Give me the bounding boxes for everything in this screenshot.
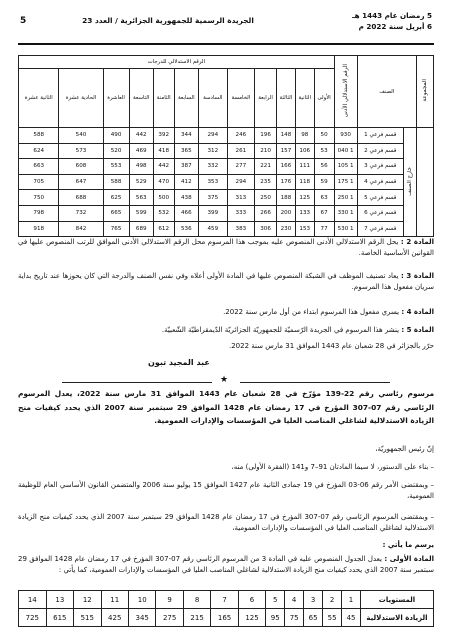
step-cell: 383 [227, 221, 255, 237]
levels-label: المستويات [361, 591, 434, 609]
decree-article-1-label: المادة الأولى : [384, 555, 435, 563]
step-cell: 412 [174, 174, 199, 190]
level-cell: 5 [266, 591, 285, 609]
increase-cell: 425 [101, 609, 128, 627]
table-row [19, 221, 434, 237]
step-cell: 688 [59, 190, 103, 206]
separator-line-left [62, 382, 212, 383]
level-cell: 13 [46, 591, 73, 609]
grade-group-label: خارج الصنف [407, 166, 413, 196]
article-4-text: يسري مفعول هذا المرسوم ابتداء من أول مارس سنة 2022. [223, 308, 400, 316]
level-cell: 12 [74, 591, 101, 609]
step-cell: 133 [295, 205, 314, 221]
min-index-cell: 1 330 [334, 205, 357, 221]
step-cell: 333 [227, 205, 255, 221]
done-at: حرّر بالجزائر في 28 شعبان عام 1443 الموافق 31 مارس سنة 2022. [228, 342, 434, 350]
increase-label: الزيادة الاستدلالية [361, 609, 434, 627]
step-cell: 612 [153, 221, 174, 237]
step-header: الأولى [314, 69, 334, 128]
step-cell: 210 [255, 143, 277, 159]
step-cell: 375 [199, 190, 227, 206]
step-header: الثانية [295, 69, 314, 128]
step-cell: 490 [103, 128, 129, 144]
subsection-cell: قسم فرعي 1 [357, 128, 403, 144]
step-header: الثالثة [276, 69, 295, 128]
step-cell: 625 [103, 190, 129, 206]
step-header: الرابعة [255, 69, 277, 128]
step-cell: 111 [295, 159, 314, 175]
step-cell: 599 [129, 205, 153, 221]
subsection-cell: قسم فرعي 6 [357, 205, 403, 221]
step-cell: 153 [295, 221, 314, 237]
step-cell: 230 [276, 221, 295, 237]
increase-cell: 725 [19, 609, 47, 627]
step-cell: 157 [276, 143, 295, 159]
date-hijri: 5 رمضان عام 1443 هـ [352, 11, 432, 20]
increase-cell: 515 [74, 609, 101, 627]
decree-article-1 [18, 554, 434, 577]
step-cell: 196 [255, 128, 277, 144]
increase-cell: 75 [285, 609, 304, 627]
step-cell: 469 [129, 143, 153, 159]
article-4 [18, 307, 434, 318]
table-row [19, 174, 434, 190]
header-date [352, 10, 432, 32]
step-header: الثامنة [153, 69, 174, 128]
step-cell: 235 [255, 174, 277, 190]
decree-preamble-3: – وبمقتضى الأمر رقم 06-03 المؤرخ في 19 جمادى الثانية عام 1427 الموافق 15 يوليو سنة 2006 والمتضمن القانون الأساسي العام للوظيفة العمومية، [18, 481, 434, 501]
step-cell: 750 [19, 190, 59, 206]
decree-preamble-4: – وبمقتضى المرسوم الرئاسي رقم 07-307 المؤرخ في 17 رمضان عام 1428 الموافق 29 سبتمبر سنة 2007 الذي يحدد كيفيات منح الزيادة الاستدلالية لشاغلي المناصب العليا في المؤسسات والإدارات العمومية، [18, 513, 434, 533]
step-cell: 118 [295, 174, 314, 190]
step-cell: 500 [153, 190, 174, 206]
level-cell: 6 [238, 591, 265, 609]
step-header: العاشرة [103, 69, 129, 128]
subsection-cell: قسم فرعي 4 [357, 174, 403, 190]
step-cell: 647 [59, 174, 103, 190]
level-cell: 4 [285, 591, 304, 609]
step-cell: 313 [227, 190, 255, 206]
step-cell: 294 [199, 128, 227, 144]
step-cell: 608 [59, 159, 103, 175]
step-cell: 59 [314, 174, 334, 190]
step-cell: 553 [103, 159, 129, 175]
levels-row [19, 591, 434, 609]
step-cell: 624 [19, 143, 59, 159]
step-cell: 563 [129, 190, 153, 206]
step-cell: 77 [314, 221, 334, 237]
step-cell: 332 [199, 159, 227, 175]
gazette-title: الجريدة الرسمية للجمهورية الجزائرية / العدد 23 [82, 16, 254, 25]
increase-cell: 45 [342, 609, 361, 627]
grade-group-cell [404, 128, 417, 237]
step-header: الخامسة [227, 69, 255, 128]
decree-preamble-2: – بناء على الدستور، لا سيما المادتان 91–7 و141 (الفقرة الأولى) منه، [231, 463, 434, 471]
article-5-text: ينشر هذا المرسوم في الجريدة الرّسميّة للجمهوريّة الجزائريّة الدّيمقراطيّة الشّعبيّة. [161, 326, 400, 334]
min-index-cell: 1 040 [334, 143, 357, 159]
step-cell: 294 [227, 174, 255, 190]
step-cell: 344 [174, 128, 199, 144]
decree-article-1-text: يعدل الجدول المنصوص عليه في المادة 3 من المرسوم الرئاسي رقم 07-307 المؤرخ في 17 رمضان عام 1428 الموافق 29 سبتمبر سنة 2007 الذي يحدد كيفيات منح الزيادة الاستدلالية لشاغلي المناصب العليا في المؤسسات والإدارات العمومية، كما يأتي : [18, 555, 434, 575]
level-cell: 10 [128, 591, 155, 609]
step-cell: 529 [129, 174, 153, 190]
step-cell: 438 [174, 190, 199, 206]
col-steps-title: الرقم الاستدلالي للدرجات [19, 56, 335, 69]
step-header: الحادية عشرة [59, 69, 103, 128]
step-cell: 798 [19, 205, 59, 221]
increase-cell: 615 [46, 609, 73, 627]
step-cell: 470 [153, 174, 174, 190]
step-cell: 365 [174, 143, 199, 159]
step-cell: 588 [19, 128, 59, 144]
increase-cell: 55 [323, 609, 342, 627]
step-cell: 312 [199, 143, 227, 159]
level-cell: 9 [156, 591, 183, 609]
article-3-text: يعاد تصنيف الموظف في الشبكة المنصوص عليها في المادة الأولى أعلاه وفي نفس الصنف والدرجة التي كان يحوزها عند تاريخ بداية سريان مفعول هذا المرسوم. [18, 272, 434, 292]
min-index-cell: 1 175 [334, 174, 357, 190]
step-cell: 418 [153, 143, 174, 159]
step-cell: 665 [103, 205, 129, 221]
min-index-cell: 930 [334, 128, 357, 144]
level-cell: 3 [304, 591, 323, 609]
decree-heading: مرسوم رئاسي رقم 22-139 مؤرّخ في 28 شعبان عام 1443 الموافق 31 مارس سنة 2022، يعدل المرسوم الرئاسي رقم 07-307 المؤرخ في 17 رمضان عام 1428 الموافق 29 سبتمبر سنة 2007 الذي يحدد كيفيات منح الزيادة الاستدلالية لشاغلي المناصب العليا في المؤسسات والإدارات العمومية. [18, 389, 435, 426]
page-number: 5 [20, 16, 27, 26]
step-cell: 106 [295, 143, 314, 159]
level-cell: 11 [101, 591, 128, 609]
increase-cell: 345 [128, 609, 155, 627]
step-cell: 353 [199, 174, 227, 190]
article-3 [18, 271, 434, 294]
increase-cell: 275 [156, 609, 183, 627]
separator-line-right [240, 382, 390, 383]
step-header: الثانية عشرة [19, 69, 59, 128]
increase-cell: 125 [238, 609, 265, 627]
step-cell: 540 [59, 128, 103, 144]
table-row [19, 128, 434, 144]
level-cell: 8 [183, 591, 210, 609]
step-cell: 53 [314, 143, 334, 159]
min-index-cell: 1 105 [334, 159, 357, 175]
salary-grid-table [18, 55, 434, 237]
date-gregorian: 6 أبريل سنة 2022 م [358, 22, 432, 31]
step-cell: 918 [19, 221, 59, 237]
article-5-label: المادة 5 : [401, 326, 434, 334]
level-cell: 1 [342, 591, 361, 609]
decree-enact: يرسم ما يأتي : [382, 541, 434, 549]
level-cell: 7 [211, 591, 238, 609]
level-cell: 14 [19, 591, 47, 609]
step-cell: 442 [153, 159, 174, 175]
step-cell: 98 [295, 128, 314, 144]
step-cell: 200 [276, 205, 295, 221]
step-cell: 842 [59, 221, 103, 237]
step-cell: 246 [227, 128, 255, 144]
step-cell: 498 [129, 159, 153, 175]
header-rule [18, 43, 434, 45]
increase-cell: 95 [266, 609, 285, 627]
step-cell: 399 [199, 205, 227, 221]
step-cell: 277 [227, 159, 255, 175]
step-cell: 387 [174, 159, 199, 175]
increase-cell: 165 [211, 609, 238, 627]
subsection-cell: قسم فرعي 3 [357, 159, 403, 175]
step-cell: 392 [153, 128, 174, 144]
step-cell: 689 [129, 221, 153, 237]
level-cell: 2 [323, 591, 342, 609]
step-cell: 459 [199, 221, 227, 237]
step-cell: 532 [153, 205, 174, 221]
gazette-page [18, 10, 434, 632]
step-cell: 176 [276, 174, 295, 190]
table-row [19, 190, 434, 206]
step-cell: 56 [314, 159, 334, 175]
table-row [19, 205, 434, 221]
subsection-cell: قسم فرعي 7 [357, 221, 403, 237]
step-cell: 765 [103, 221, 129, 237]
table-row [19, 143, 434, 159]
step-cell: 188 [276, 190, 295, 206]
article-2 [18, 237, 434, 260]
step-cell: 466 [174, 205, 199, 221]
col-group: المجموعة [422, 79, 428, 102]
step-cell: 520 [103, 143, 129, 159]
step-cell: 442 [129, 128, 153, 144]
step-cell: 67 [314, 205, 334, 221]
step-cell: 266 [255, 205, 277, 221]
step-cell: 221 [255, 159, 277, 175]
step-cell: 536 [174, 221, 199, 237]
step-header: السادسة [199, 69, 227, 128]
increase-row [19, 609, 434, 627]
step-cell: 63 [314, 190, 334, 206]
step-cell: 148 [276, 128, 295, 144]
signature: عبد المجيد تبون [148, 358, 210, 367]
col-min-index: الرقم الاستدلالي الأدنى [342, 63, 349, 118]
step-cell: 250 [255, 190, 277, 206]
step-cell: 573 [59, 143, 103, 159]
min-index-cell: 1 250 [334, 190, 357, 206]
separator-star: ★ [220, 375, 229, 385]
subsection-cell: قسم فرعي 5 [357, 190, 403, 206]
article-4-label: المادة 4 : [401, 308, 434, 316]
article-5 [18, 325, 434, 336]
group-cell [417, 128, 434, 237]
decree-preamble-1: إنّ رئيس الجمهوريّة، [375, 445, 434, 453]
step-header: السابعة [174, 69, 199, 128]
step-cell: 705 [19, 174, 59, 190]
step-cell: 261 [227, 143, 255, 159]
subsection-cell: قسم فرعي 2 [357, 143, 403, 159]
section-separator [18, 375, 434, 386]
step-cell: 588 [103, 174, 129, 190]
step-cell: 50 [314, 128, 334, 144]
step-header: التاسعة [129, 69, 153, 128]
step-cell: 732 [59, 205, 103, 221]
article-3-label: المادة 3 : [400, 272, 434, 280]
step-cell: 306 [255, 221, 277, 237]
increase-cell: 215 [183, 609, 210, 627]
step-cell: 663 [19, 159, 59, 175]
table-row [19, 159, 434, 175]
article-2-text: يحل الرقم الاستدلالي الأدنى المنصوص عليه بموجب هذا المرسوم محل الرقم الاستدلالي الأدنى الموافق للرتب المنصوص عليها في القوانين الأساسية الخاصة. [18, 238, 434, 258]
index-increase-table [18, 590, 434, 627]
article-2-label: المادة 2 : [400, 238, 434, 246]
step-cell: 125 [295, 190, 314, 206]
increase-cell: 65 [304, 609, 323, 627]
step-cell: 166 [276, 159, 295, 175]
page-header [18, 10, 434, 44]
min-index-cell: 1 530 [334, 221, 357, 237]
col-grade: الصنف [357, 56, 416, 128]
